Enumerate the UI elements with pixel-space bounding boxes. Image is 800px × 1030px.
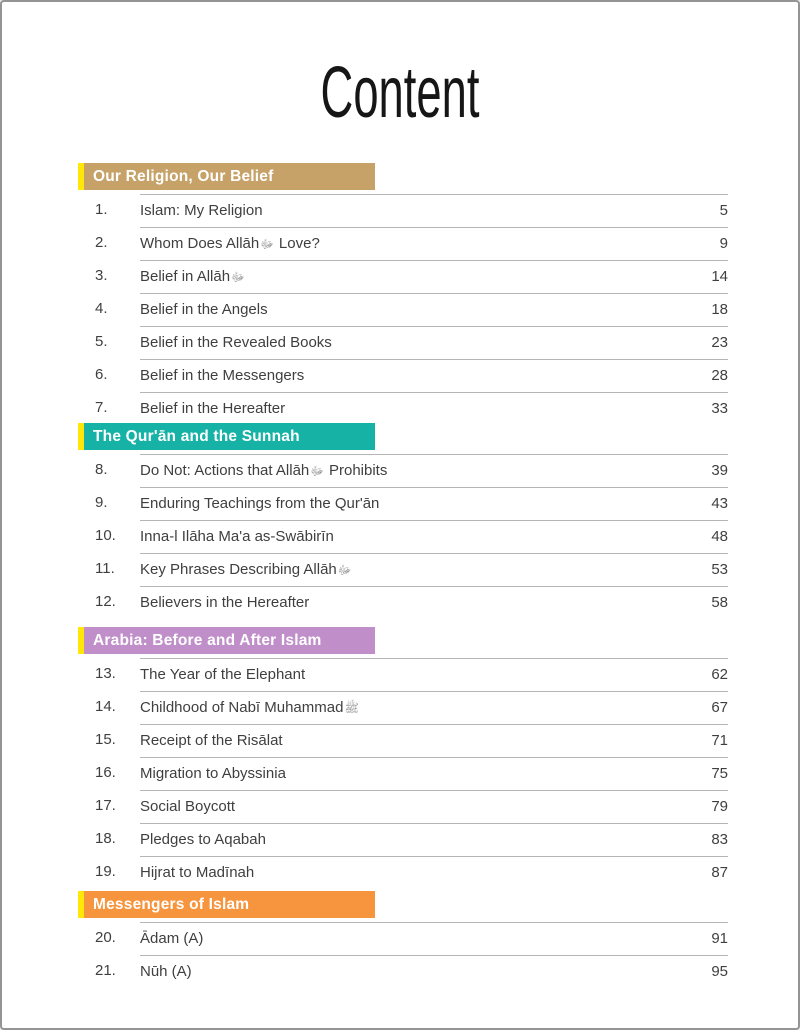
item-page-number: 23 bbox=[711, 334, 728, 351]
item-number: 1. bbox=[95, 201, 108, 218]
toc-section bbox=[78, 163, 728, 425]
toc-row bbox=[78, 724, 728, 757]
item-cell bbox=[140, 260, 728, 293]
item-number: 14. bbox=[95, 698, 116, 715]
toc-row bbox=[78, 194, 728, 227]
item-page-number: 87 bbox=[711, 864, 728, 881]
section-title: Messengers of Islam bbox=[84, 891, 375, 918]
item-cell bbox=[140, 757, 728, 790]
item-page-number: 9 bbox=[719, 235, 728, 252]
item-page-number: 95 bbox=[711, 963, 728, 980]
item-cell bbox=[140, 586, 728, 619]
item-title: Enduring Teachings from the Qur'ān bbox=[140, 495, 380, 512]
item-number: 17. bbox=[95, 797, 116, 814]
section-title: The Qur'ān and the Sunnah bbox=[84, 423, 375, 450]
item-page-number: 39 bbox=[711, 462, 728, 479]
item-cell bbox=[140, 691, 728, 724]
toc-row bbox=[78, 454, 728, 487]
item-cell bbox=[140, 454, 728, 487]
item-number: 18. bbox=[95, 830, 116, 847]
toc-row bbox=[78, 553, 728, 586]
item-title: Believers in the Hereafter bbox=[140, 594, 310, 611]
item-page-number: 79 bbox=[711, 798, 728, 815]
section-header bbox=[78, 163, 375, 190]
item-number: 8. bbox=[95, 461, 108, 478]
toc-row bbox=[78, 922, 728, 955]
item-cell bbox=[140, 520, 728, 553]
item-title: Inna-l Ilāha Ma'a as-Swābirīn bbox=[140, 528, 334, 545]
item-title: Belief in the Revealed Books bbox=[140, 334, 332, 351]
item-number: 12. bbox=[95, 593, 116, 610]
item-title: Social Boycott bbox=[140, 798, 236, 815]
item-number: 16. bbox=[95, 764, 116, 781]
item-title: Whom Does Allāhﷻ Love? bbox=[140, 235, 320, 252]
item-cell bbox=[140, 658, 728, 691]
honorific-glyph: ﷻ bbox=[260, 237, 274, 251]
toc-section bbox=[78, 423, 728, 619]
honorific-glyph: ﷻ bbox=[310, 464, 324, 478]
item-cell bbox=[140, 293, 728, 326]
toc-row bbox=[78, 359, 728, 392]
item-number: 3. bbox=[95, 267, 108, 284]
toc-row bbox=[78, 790, 728, 823]
honorific-glyph: ﷻ bbox=[231, 270, 245, 284]
toc-row bbox=[78, 227, 728, 260]
item-number: 19. bbox=[95, 863, 116, 880]
toc-section bbox=[78, 627, 728, 889]
item-page-number: 18 bbox=[711, 301, 728, 318]
item-cell bbox=[140, 955, 728, 988]
toc-row bbox=[78, 520, 728, 553]
section-title: Arabia: Before and After Islam bbox=[84, 627, 375, 654]
item-page-number: 83 bbox=[711, 831, 728, 848]
item-page-number: 53 bbox=[711, 561, 728, 578]
item-page-number: 5 bbox=[719, 202, 728, 219]
honorific-glyph: ﷺ bbox=[344, 701, 359, 715]
item-title: The Year of the Elephant bbox=[140, 666, 306, 683]
item-number: 15. bbox=[95, 731, 116, 748]
section-header bbox=[78, 627, 375, 654]
honorific-glyph: ﷻ bbox=[337, 563, 352, 577]
section-header bbox=[78, 891, 375, 918]
toc-row bbox=[78, 757, 728, 790]
item-cell bbox=[140, 359, 728, 392]
item-number: 6. bbox=[95, 366, 108, 383]
item-number: 21. bbox=[95, 962, 116, 979]
toc-row bbox=[78, 823, 728, 856]
item-page-number: 48 bbox=[711, 528, 728, 545]
item-page-number: 67 bbox=[711, 699, 728, 716]
toc-row bbox=[78, 586, 728, 619]
item-title: Childhood of Nabī Muhammadﷺ bbox=[140, 699, 359, 716]
section-header bbox=[78, 423, 375, 450]
item-title: Migration to Abyssinia bbox=[140, 765, 286, 782]
toc-row bbox=[78, 326, 728, 359]
item-title: Belief in the Angels bbox=[140, 301, 268, 318]
item-page-number: 91 bbox=[711, 930, 728, 947]
item-number: 9. bbox=[95, 494, 108, 511]
item-number: 7. bbox=[95, 399, 108, 416]
item-cell bbox=[140, 724, 728, 757]
item-cell bbox=[140, 326, 728, 359]
item-title: Belief in the Hereafter bbox=[140, 400, 286, 417]
item-title: Ādam (A) bbox=[140, 930, 204, 947]
item-cell bbox=[140, 392, 728, 425]
page-title: Content bbox=[320, 53, 480, 133]
item-number: 5. bbox=[95, 333, 108, 350]
item-title: Hijrat to Madīnah bbox=[140, 864, 255, 881]
item-number: 4. bbox=[95, 300, 108, 317]
toc-row bbox=[78, 293, 728, 326]
item-cell bbox=[140, 487, 728, 520]
item-title: Receipt of the Risālat bbox=[140, 732, 283, 749]
item-cell bbox=[140, 790, 728, 823]
item-number: 11. bbox=[95, 560, 115, 577]
item-number: 13. bbox=[95, 665, 116, 682]
toc-row bbox=[78, 955, 728, 988]
item-cell bbox=[140, 856, 728, 889]
item-title: Do Not: Actions that Allāhﷻ Prohibits bbox=[140, 462, 388, 479]
item-title: Nūh (A) bbox=[140, 963, 192, 980]
item-page-number: 33 bbox=[711, 400, 728, 417]
item-title: Islam: My Religion bbox=[140, 202, 263, 219]
item-page-number: 28 bbox=[711, 367, 728, 384]
item-cell bbox=[140, 227, 728, 260]
item-cell bbox=[140, 553, 728, 586]
toc-row bbox=[78, 260, 728, 293]
toc-row bbox=[78, 487, 728, 520]
item-cell bbox=[140, 823, 728, 856]
item-cell bbox=[140, 194, 728, 227]
item-page-number: 62 bbox=[711, 666, 728, 683]
item-title: Belief in Allāhﷻ bbox=[140, 268, 245, 285]
toc-row bbox=[78, 691, 728, 724]
toc-list bbox=[78, 163, 728, 988]
section-title: Our Religion, Our Belief bbox=[84, 163, 375, 190]
item-page-number: 75 bbox=[711, 765, 728, 782]
item-cell bbox=[140, 922, 728, 955]
item-title: Belief in the Messengers bbox=[140, 367, 305, 384]
item-title: Key Phrases Describing Allāhﷻ bbox=[140, 561, 352, 578]
toc-row bbox=[78, 658, 728, 691]
item-title: Pledges to Aqabah bbox=[140, 831, 266, 848]
toc-row bbox=[78, 856, 728, 889]
item-page-number: 71 bbox=[711, 732, 728, 749]
item-page-number: 14 bbox=[711, 268, 728, 285]
item-number: 2. bbox=[95, 234, 108, 251]
item-page-number: 58 bbox=[711, 594, 728, 611]
toc-row bbox=[78, 392, 728, 425]
item-page-number: 43 bbox=[711, 495, 728, 512]
toc-section bbox=[78, 891, 728, 988]
item-number: 20. bbox=[95, 929, 116, 946]
item-number: 10. bbox=[95, 527, 116, 544]
